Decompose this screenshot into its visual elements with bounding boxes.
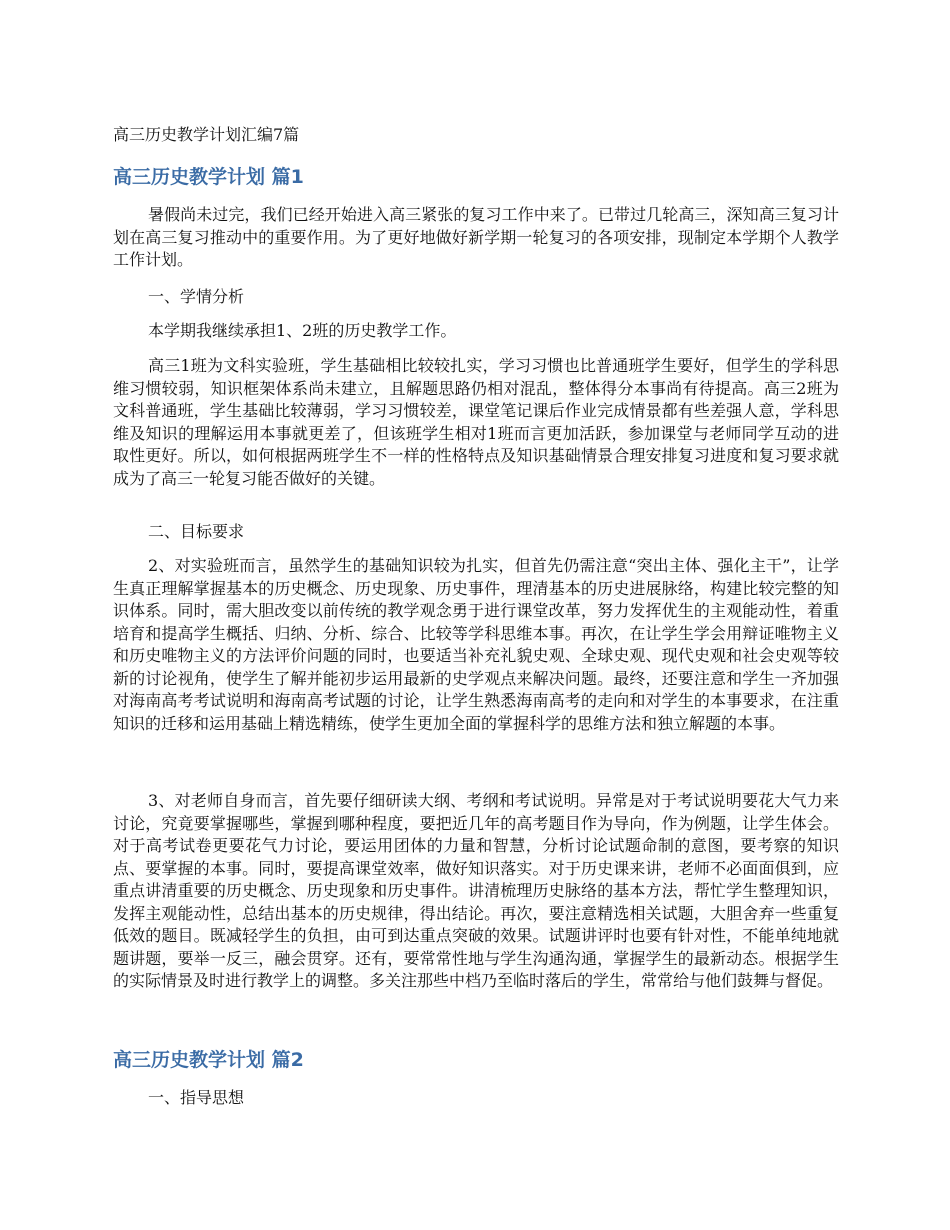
document-title: 高三历史教学计划汇编7篇 [113, 125, 300, 144]
section-heading-2: 高三历史教学计划 篇2 [113, 1049, 304, 1071]
section-heading-1: 高三历史教学计划 篇1 [113, 166, 304, 188]
paragraph-experimental-class: 2、对实验班而言，虽然学生的基础知识较为扎实，但首先仍需注意“突出主体、强化主干”，让学生真正理解掌握基本的历史概念、历史现象、历史事件，理清基本的历史进展脉络，构建比较完整的知识体系。同时，需大胆改变以前传统的教学观念勇于进行课堂改革，努力发挥优生的主观能动性，着重培育和提高学生概括、归纳、分析、综合、比较等学科思维本事。再次，在让学生学会用辩证唯物主义和历史唯物主义的方法评价问题的同时，也要适当补充礼貌史观、全球史观、现代史观和社会史观等较新的讨论视角，使学生了解并能初步运用最新的史学观点来解决问题。最终，还要注意和学生一齐加强对海南高考考试说明和海南高考试题的讨论，让学生熟悉海南高考的走向和对学生的本事要求，在注重知识的迁移和运用基础上精选精练，使学生更加全面的掌握科学的思维方法和独立解题的本事。 [113, 556, 839, 733]
subheading-goals: 二、目标要求 [148, 522, 245, 541]
paragraph-class-analysis: 高三1班为文科实验班，学生基础相比较较扎实，学习习惯也比普通班学生要好，但学生的学科思维习惯较弱，知识框架体系尚未建立，且解题思路仍相对混乱，整体得分本事尚有待提高。高三2班为文科普通班，学生基础比较薄弱，学习习惯较差，课堂笔记课后作业完成情景都有些差强人意，学科思维及知识的理解运用本事就更差了，但该班学生相对1班而言更加活跃，参加课堂与老师同学互动的进取性更好。所以，如何根据两班学生不一样的性格特点及知识基础情景合理安排复习进度和复习要求就成为了高三一轮复习能否做好的关键。 [113, 356, 839, 488]
subheading-situation-analysis: 一、学情分析 [148, 287, 245, 306]
paragraph-intro: 暑假尚未过完，我们已经开始进入高三紧张的复习工作中来了。已带过几轮高三，深知高三复习计划在高三复习推动中的重要作用。为了更好地做好新学期一轮复习的各项安排，现制定本学期个人教学工作计划。 [113, 205, 839, 269]
subheading-guiding-ideology: 一、指导思想 [148, 1088, 245, 1107]
paragraph-class-assignment: 本学期我继续承担1、2班的历史教学工作。 [148, 321, 457, 340]
paragraph-teacher: 3、对老师自身而言，首先要仔细研读大纲、考纲和考试说明。异常是对于考试说明要花大气力来讨论，究竟要掌握哪些，掌握到哪种程度，要把近几年的高考题目作为导向，作为例题，让学生体会。对于高考试卷更要花气力讨论，要运用团体的力量和智慧，分析讨论试题命制的意图，要考察的知识点、要掌握的本事。同时，要提高课堂效率，做好知识落实。对于历史课来讲，老师不必面面俱到，应重点讲清重要的历史概念、历史现象和历史事件。讲清梳理历史脉络的基本方法，帮忙学生整理知识，发挥主观能动性，总结出基本的历史规律，得出结论。再次，要注意精选相关试题，大胆舍弃一些重复低效的题目。既减轻学生的负担，由可到达重点突破的效果。试题讲评时也要有针对性，不能单纯地就题讲题，要举一反三，融会贯穿。还有，要常常性地与学生沟通沟通，掌握学生的最新动态。根据学生的实际情景及时进行教学上的调整。多关注那些中档乃至临时落后的学生，常常给与他们鼓舞与督促。 [113, 791, 839, 990]
